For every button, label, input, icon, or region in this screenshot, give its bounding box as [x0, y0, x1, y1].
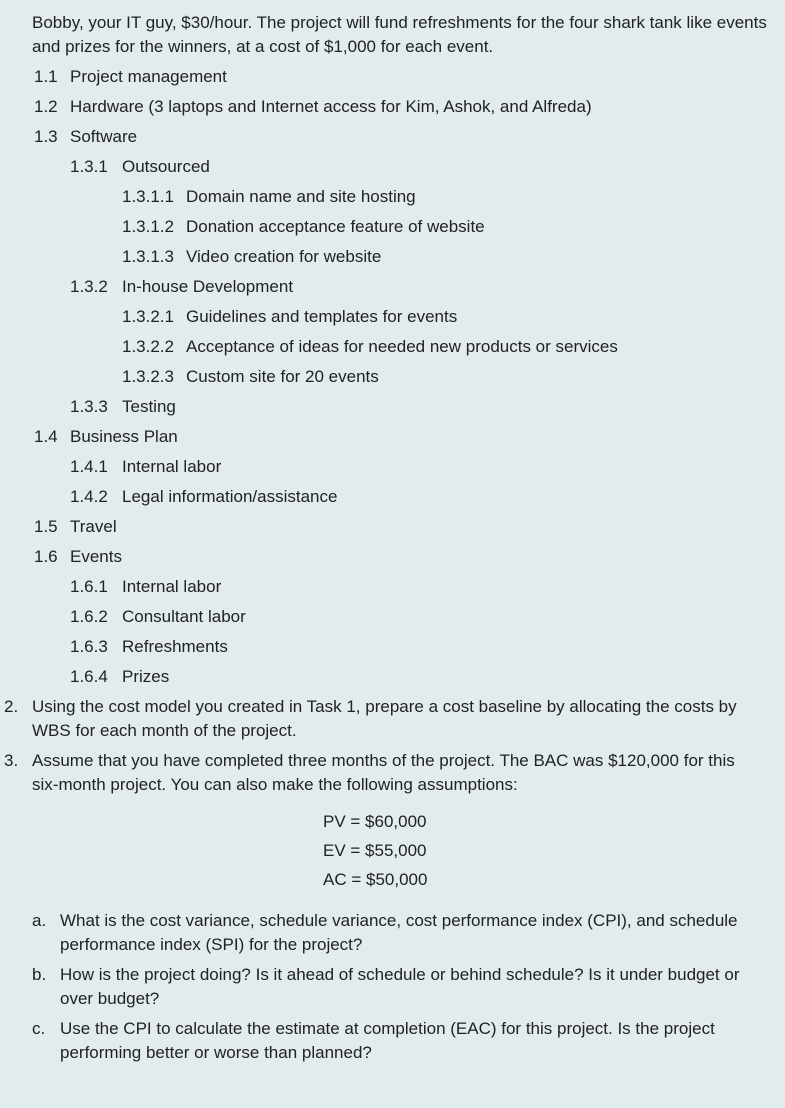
- wbs-label: Refreshments: [122, 637, 228, 656]
- wbs-label: Guidelines and templates for events: [186, 307, 458, 326]
- wbs-item: [34, 542, 122, 572]
- wbs-label: Software: [70, 127, 138, 146]
- wbs-item: [34, 62, 227, 92]
- wbs-item: [122, 302, 457, 332]
- wbs-number: 1.3: [34, 127, 58, 146]
- wbs-number: 1.6.4: [70, 667, 108, 686]
- wbs-item: [122, 182, 416, 212]
- wbs-number: 1.6.1: [70, 577, 108, 596]
- wbs-number: 1.2: [34, 97, 58, 116]
- wbs-label: Custom site for 20 events: [186, 367, 379, 386]
- wbs-item: [34, 92, 592, 122]
- wbs-item: [122, 212, 485, 242]
- wbs-number: 1.3.1.3: [122, 247, 174, 266]
- question-c-text: Use the CPI to calculate the estimate at completion (EAC) for this project. Is the project performing better or worse than planned?: [60, 1019, 715, 1062]
- wbs-number: 1.3.3: [70, 397, 108, 416]
- question-a-text: What is the cost variance, schedule variance, cost performance index (CPI), and schedule performance index (SPI) for the project?: [60, 911, 738, 954]
- wbs-number: 1.5: [34, 517, 58, 536]
- intro-paragraph: Bobby, your IT guy, $30/hour. The project will fund refreshments for the four shark tank like events and prizes for the winners, at a cost of $1,000 for each event.: [32, 13, 767, 56]
- wbs-label: Acceptance of ideas for needed new products or services: [186, 337, 618, 356]
- wbs-number: 1.1: [34, 67, 58, 86]
- wbs-item: [70, 272, 293, 302]
- wbs-number: 1.3.2: [70, 277, 108, 296]
- wbs-label: In-house Development: [122, 277, 294, 296]
- question-letter: a.: [32, 911, 47, 930]
- wbs-item: [34, 512, 117, 542]
- wbs-item: [34, 422, 178, 452]
- wbs-number: 1.4.1: [70, 457, 108, 476]
- wbs-item: [70, 152, 210, 182]
- wbs-number: 1.3.1.1: [122, 187, 174, 206]
- wbs-label: Hardware (3 laptops and Internet access for Kim, Ashok, and Alfreda): [70, 97, 592, 116]
- question-b-text: How is the project doing? Is it ahead of schedule or behind schedule? Is it under budget or over budget?: [60, 965, 740, 1008]
- equation-ev: EV = $55,000: [323, 841, 427, 860]
- wbs-item: [70, 632, 228, 662]
- wbs-item: [70, 572, 221, 602]
- question-letter: c.: [32, 1019, 46, 1038]
- wbs-number: 1.4.2: [70, 487, 108, 506]
- wbs-number: 1.6.3: [70, 637, 108, 656]
- wbs-item: [122, 242, 381, 272]
- wbs-item: [70, 392, 176, 422]
- wbs-label: Testing: [122, 397, 176, 416]
- wbs-label: Project management: [70, 67, 227, 86]
- wbs-label: Consultant labor: [122, 607, 246, 626]
- wbs-label: Outsourced: [122, 157, 210, 176]
- wbs-item: [122, 362, 379, 392]
- equation-ac: AC = $50,000: [323, 870, 428, 889]
- question-letter: b.: [32, 965, 47, 984]
- wbs-label: Internal labor: [122, 457, 222, 476]
- wbs-label: Prizes: [122, 667, 170, 686]
- task-number: 2.: [4, 697, 19, 716]
- wbs-item: [34, 122, 137, 152]
- wbs-label: Business Plan: [70, 427, 178, 446]
- wbs-number: 1.3.1: [70, 157, 108, 176]
- task-number: 3.: [4, 751, 19, 770]
- wbs-number: 1.3.2.1: [122, 307, 174, 326]
- wbs-label: Legal information/assistance: [122, 487, 338, 506]
- equation-pv: PV = $60,000: [323, 812, 427, 831]
- task-2-text: Using the cost model you created in Task 1, prepare a cost baseline by allocating the costs by WBS for each month of the project.: [32, 697, 737, 740]
- wbs-label: Video creation for website: [186, 247, 382, 266]
- wbs-label: Donation acceptance feature of website: [186, 217, 485, 236]
- wbs-label: Internal labor: [122, 577, 222, 596]
- wbs-label: Domain name and site hosting: [186, 187, 416, 206]
- task-3-text: Assume that you have completed three months of the project. The BAC was $120,000 for this six-month project. You can also make the following assumptions:: [32, 751, 735, 794]
- wbs-number: 1.3.2.2: [122, 337, 174, 356]
- wbs-number: 1.6: [34, 547, 58, 566]
- wbs-item: [122, 332, 618, 362]
- wbs-number: 1.3.1.2: [122, 217, 174, 236]
- wbs-number: 1.4: [34, 427, 58, 446]
- wbs-label: Travel: [70, 517, 117, 536]
- wbs-item: [70, 662, 169, 692]
- wbs-item: [70, 452, 221, 482]
- wbs-item: [70, 602, 246, 632]
- wbs-label: Events: [70, 547, 122, 566]
- wbs-item: [70, 482, 337, 512]
- wbs-number: 1.6.2: [70, 607, 108, 626]
- wbs-number: 1.3.2.3: [122, 367, 174, 386]
